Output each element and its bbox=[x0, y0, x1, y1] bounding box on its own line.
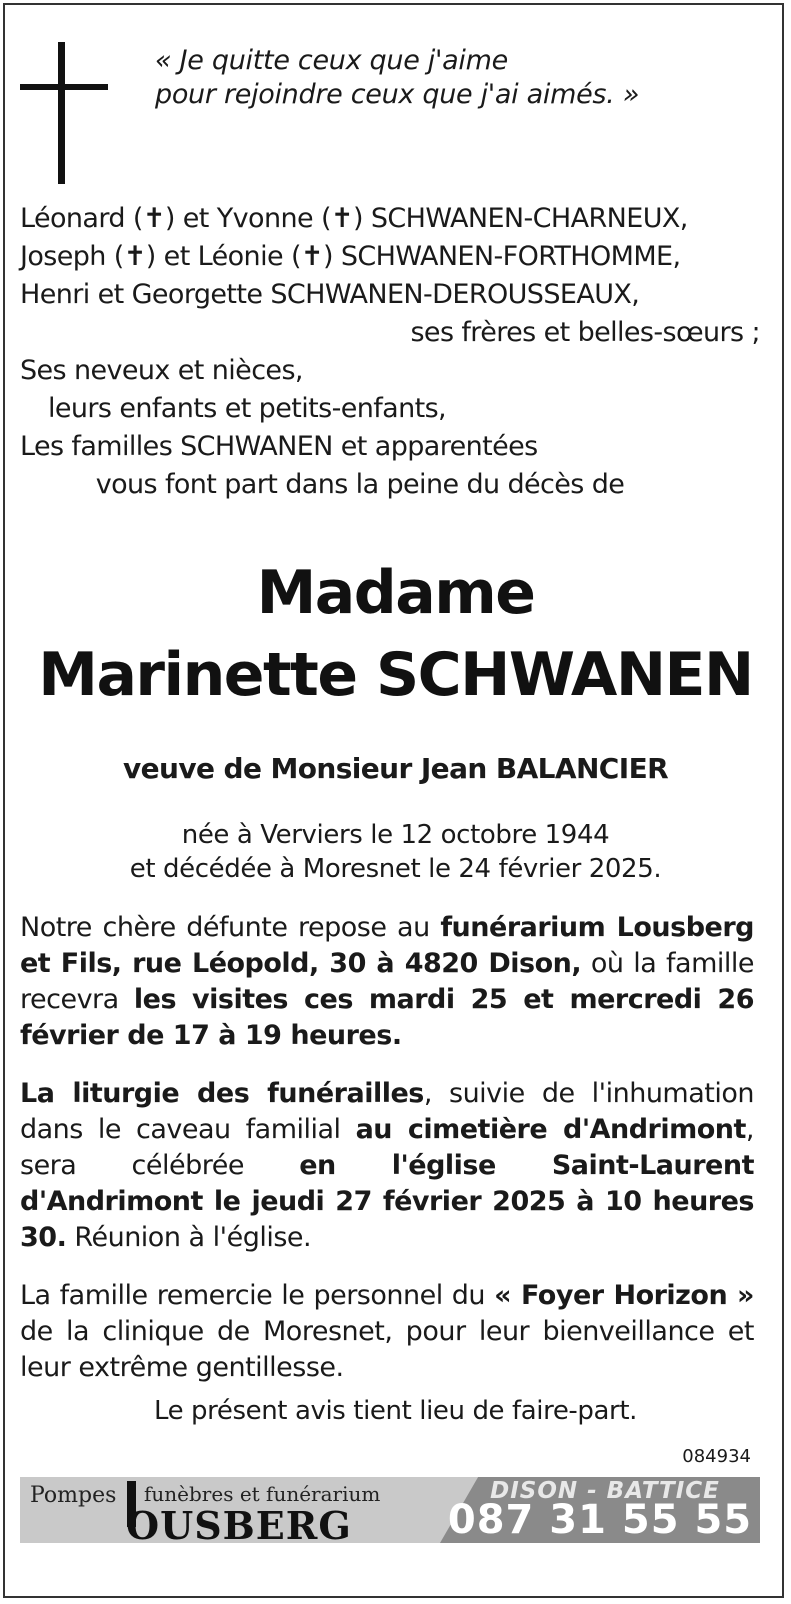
quote bbox=[155, 44, 755, 112]
banner-pompes: Pompes bbox=[30, 1483, 117, 1508]
foyer-horizon: « Foyer Horizon » bbox=[494, 1280, 755, 1311]
family-line-8: vous font part dans la peine du décès de bbox=[95, 469, 625, 500]
thanks-paragraph bbox=[20, 1278, 754, 1386]
quote-line-2: pour rejoindre ceux que j'ai aimés. » bbox=[155, 79, 640, 110]
dates bbox=[0, 818, 791, 886]
visit-text: où la famille recevra bbox=[20, 948, 754, 1015]
visit-text: Notre chère défunte repose au bbox=[20, 912, 441, 943]
church-date: en l'église Saint-Laurent d'Andrimont le jeudi 27 février 2025 à 10 heures 30. bbox=[20, 1150, 754, 1253]
funerarium-address: funérarium Lousberg et Fils, rue Léopold, 30 à 4820 Dison, bbox=[20, 912, 755, 979]
deceased-name: Marinette SCHWANEN bbox=[38, 640, 753, 710]
family-line-1 bbox=[20, 200, 760, 238]
banner-funebres: funèbres et funérarium bbox=[144, 1482, 381, 1506]
liturgy-text: Réunion à l'église. bbox=[66, 1222, 312, 1253]
cross-symbol: ✝ bbox=[330, 203, 353, 234]
family-line-7: Les familles SCHWANEN et apparentées bbox=[20, 431, 538, 462]
cross-symbol: ✝ bbox=[142, 203, 165, 234]
death-info: et décédée à Moresnet le 24 février 2025. bbox=[129, 854, 662, 884]
liturgy-label: La liturgie des funérailles bbox=[20, 1078, 424, 1109]
family-text: ) SCHWANEN-CHARNEUX, bbox=[352, 203, 688, 234]
widow-of: veuve de Monsieur Jean BALANCIER bbox=[122, 752, 669, 785]
liturgy-paragraph bbox=[20, 1076, 754, 1256]
banner-location: DISON - BATTICE bbox=[490, 1478, 720, 1504]
family-text: ) SCHWANEN-FORTHOMME, bbox=[322, 241, 681, 272]
thanks-text: La famille remercie le personnel du bbox=[20, 1280, 495, 1311]
notice-text: Le présent avis tient lieu de faire-part. bbox=[153, 1396, 638, 1426]
family-line-2 bbox=[20, 238, 760, 276]
lousberg-brand: OUSBERG bbox=[126, 1503, 352, 1543]
family-line-6: leurs enfants et petits-enfants, bbox=[48, 393, 447, 424]
family-list bbox=[20, 200, 760, 504]
family-line-4: ses frères et belles-sœurs ; bbox=[410, 317, 760, 348]
visit-paragraph bbox=[20, 910, 754, 1054]
liturgy-text: , sera célébrée bbox=[20, 1114, 754, 1181]
family-text: Léonard ( bbox=[20, 203, 143, 234]
funeral-home-banner bbox=[20, 1477, 760, 1543]
family-text: ) et Yvonne ( bbox=[164, 203, 331, 234]
thanks-text: de la clinique de Moresnet, pour leur bienveillance et leur extrême gentillesse. bbox=[20, 1316, 754, 1383]
family-line-5: Ses neveux et nièces, bbox=[20, 355, 303, 386]
cross-icon bbox=[58, 42, 65, 184]
birth-info: née à Verviers le 12 octobre 1944 bbox=[181, 820, 610, 850]
cross-icon-bar bbox=[20, 84, 108, 90]
family-text: Joseph ( bbox=[20, 241, 124, 272]
deceased-title: Madame bbox=[256, 558, 535, 628]
cross-symbol: ✝ bbox=[123, 241, 146, 272]
reference-number: 084934 bbox=[682, 1446, 751, 1467]
family-text: ) et Léonie ( bbox=[145, 241, 301, 272]
banner-phone: 087 31 55 55 bbox=[447, 1497, 753, 1543]
visit-hours: les visites ces mardi 25 et mercredi 26 février de 17 à 19 heures. bbox=[20, 984, 754, 1051]
liturgy-text: , suivie de l'inhumation dans le caveau familial bbox=[20, 1078, 754, 1145]
quote-line-1: « Je quitte ceux que j'aime bbox=[155, 45, 508, 76]
cemetery: au cimetière d'Andrimont bbox=[355, 1114, 746, 1145]
family-line-3: Henri et Georgette SCHWANEN-DEROUSSEAUX, bbox=[20, 279, 640, 310]
cross-symbol: ✝ bbox=[300, 241, 323, 272]
